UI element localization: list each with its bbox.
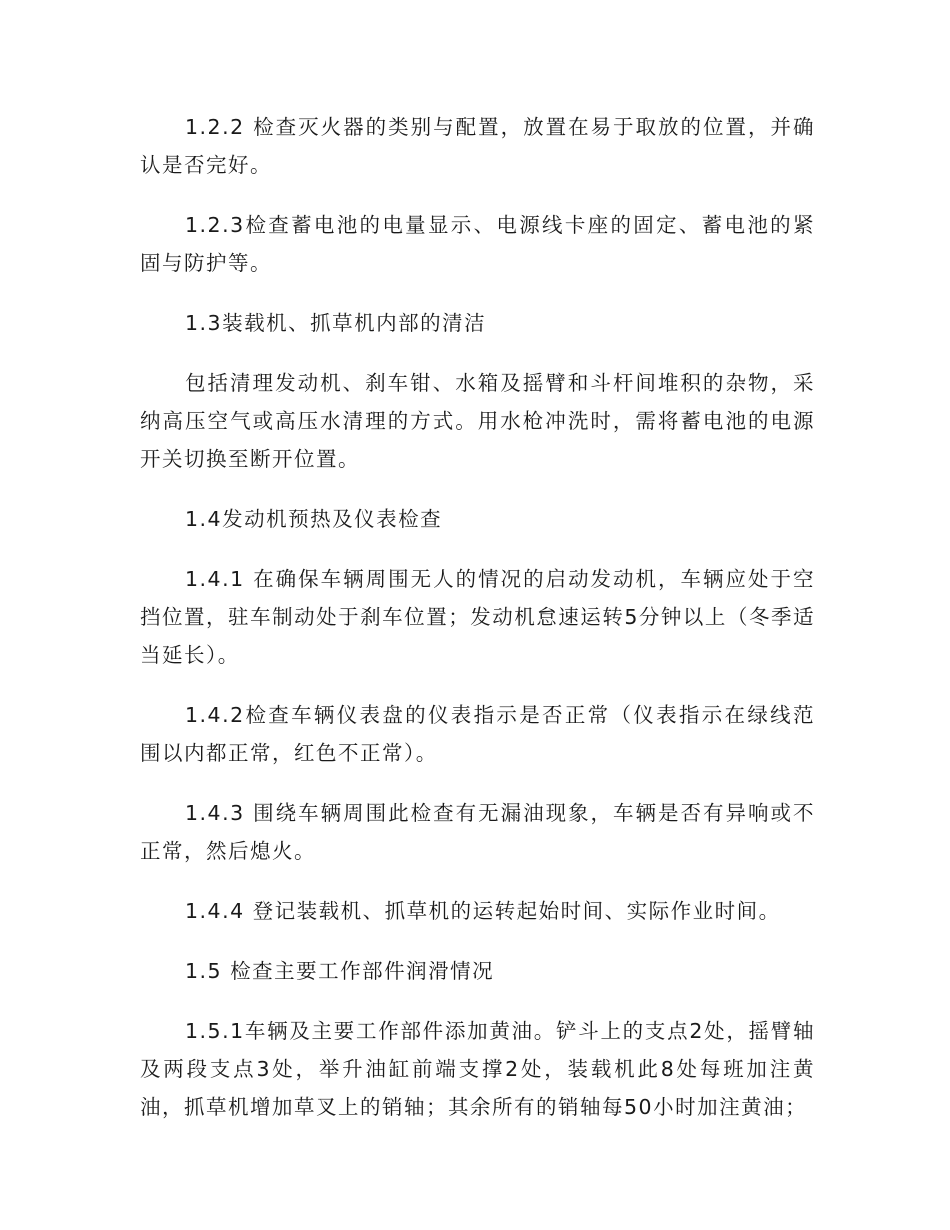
- paragraph-1-4-4: 1.4.4 登记装载机、抓草机的运转起始时间、实际作业时间。: [185, 899, 781, 923]
- document-body: [140, 108, 815, 1148]
- heading-1-4: 1.4发动机预热及仪表检查: [185, 507, 443, 531]
- paragraph-1-4-1: 1.4.1 在确保车辆周围无人的情况的启动发动机，车辆应处于空挡位置，驻车制动处于刹车位置；发动机怠速运转5分钟以上（冬季适当延长）。: [140, 567, 815, 667]
- heading-1-5: 1.5 检查主要工作部件润滑情况: [185, 959, 495, 983]
- paragraph-1-2-3: 1.2.3检查蓄电池的电量显示、电源线卡座的固定、蓄电池的紧固与防护等。: [140, 213, 815, 275]
- paragraph-1-4-3: 1.4.3 围绕车辆周围此检查有无漏油现象，车辆是否有异响或不正常，然后熄火。: [140, 801, 815, 863]
- paragraph-1-5-1: 1.5.1车辆及主要工作部件添加黄油。铲斗上的支点2处，摇臂轴及两段支点3处，举升油缸前端支撑2处，装载机此8处每班加注黄油，抓草机增加草叉上的销轴；其余所有的销轴每50小时加注黄油；: [140, 1019, 815, 1119]
- paragraph-1-4-2: 1.4.2检查车辆仪表盘的仪表指示是否正常（仪表指示在绿线范围以内都正常，红色不正常）。: [140, 703, 815, 765]
- paragraph-cleaning: 包括清理发动机、刹车钳、水箱及摇臂和斗杆间堆积的杂物，采纳高压空气或高压水清理的方式。用水枪冲洗时，需将蓄电池的电源开关切换至断开位置。: [140, 371, 815, 471]
- paragraph-1-2-2: 1.2.2 检查灭火器的类别与配置，放置在易于取放的位置，并确认是否完好。: [140, 115, 815, 177]
- heading-1-3: 1.3装载机、抓草机内部的清洁: [185, 311, 487, 335]
